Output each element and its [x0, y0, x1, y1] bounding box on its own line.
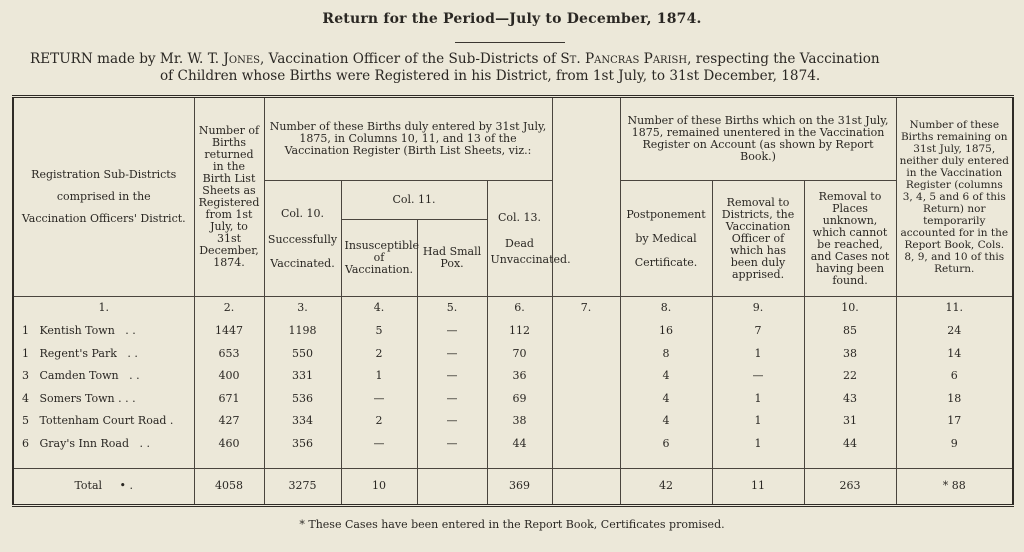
column-number: 4. [341, 296, 417, 319]
row-number: 1 [22, 323, 29, 337]
column-number: 8. [620, 296, 712, 319]
return-table [12, 95, 1014, 507]
col7-cell [552, 342, 620, 365]
removal-unknown-cell: 85 [804, 320, 896, 343]
remaining-cell: 9 [896, 433, 1013, 456]
smallpox-cell: — [417, 342, 487, 365]
leader-dots: . . [127, 346, 138, 360]
subdistrict-cell [13, 342, 194, 365]
births-cell: 427 [194, 410, 264, 433]
subdistrict-cell [13, 410, 194, 433]
entered-group-header: Number of these Births duly entered by 31st July, 1875, in Columns 10, 11, and 13 of the Vaccination Register (Birth List Sheets, viz.: [264, 97, 552, 181]
insusceptible-header: Insusceptible of Vaccination. [341, 219, 417, 296]
total-label: Total [74, 479, 103, 493]
insusceptible-cell: — [341, 387, 417, 410]
row-number: 4 [22, 391, 29, 405]
subdistricts-header-line2: comprised in the [56, 189, 151, 203]
removal-known-cell: 1 [712, 433, 804, 456]
total-removal-known-cell: 11 [712, 468, 804, 505]
total-smallpox-cell [417, 468, 487, 505]
col13-header [487, 181, 571, 296]
total-remaining-cell: * 88 [896, 468, 1013, 505]
removal-unknown-cell: 44 [804, 433, 896, 456]
subdistrict-cell [13, 433, 194, 456]
column-number: 9. [712, 296, 804, 319]
postponement-line2: by Medical [635, 231, 697, 245]
postponement-cell: 8 [620, 342, 712, 365]
dead-cell: 44 [487, 433, 552, 456]
intro-text-2: , Vaccination Officer of the Sub-Districts of [259, 51, 561, 67]
removal-unknown-header: Removal to Places unknown, which cannot be reached, and Cases not having been found. [804, 181, 896, 296]
vaccinated-cell: 536 [264, 387, 341, 410]
dead-cell: 36 [487, 365, 552, 388]
remaining-cell: 14 [896, 342, 1013, 365]
births-cell: 671 [194, 387, 264, 410]
total-postponement-cell: 42 [620, 468, 712, 505]
vaccinated-cell: 331 [264, 365, 341, 388]
insusceptible-cell: 2 [341, 410, 417, 433]
row-number: 5 [22, 414, 29, 428]
removal-known-cell: 1 [712, 410, 804, 433]
column-number: 3. [264, 296, 341, 319]
postponement-line1: Postponement [626, 207, 706, 221]
table-row [13, 320, 1013, 343]
col7-cell [552, 433, 620, 456]
postponement-line3: Certificate. [634, 255, 698, 269]
removal-unknown-cell: 31 [804, 410, 896, 433]
postponement-cell: 16 [620, 320, 712, 343]
smallpox-cell: — [417, 433, 487, 456]
column-number: 10. [804, 296, 896, 319]
col7-cell [552, 365, 620, 388]
header-row-1 [13, 97, 1013, 181]
smallpox-cell: — [417, 320, 487, 343]
total-row [13, 468, 1013, 505]
col13-label: Col. 13. [497, 210, 542, 224]
table-row [13, 410, 1013, 433]
intro-text-1: RETURN made by Mr. W. T. [30, 51, 224, 67]
births-cell: 1447 [194, 320, 264, 343]
insusceptible-cell: 2 [341, 342, 417, 365]
births-cell: 460 [194, 433, 264, 456]
intro-line-2: of Children whose Births were Registered in his District, from 1st July, to 31st December, 1874. [160, 68, 821, 84]
subdistrict-cell [13, 365, 194, 388]
column-number: 2. [194, 296, 264, 319]
col10-label: Col. 10. [280, 206, 325, 220]
births-returned-header: Number of Births returned in the Birth List Sheets as Registered from 1st July, to 31st December, 1874. [194, 97, 264, 297]
col7-header [552, 97, 620, 297]
column-number-row [13, 296, 1013, 319]
subdistrict-name: Regent's Park [39, 346, 117, 360]
col10-header [264, 181, 341, 296]
subdistrict-name: Kentish Town [39, 323, 115, 337]
vaccinated-cell: 356 [264, 433, 341, 456]
remaining-cell: 18 [896, 387, 1013, 410]
unentered-group-header: Number of these Births which on the 31st July, 1875, remained unentered in the Vaccination Register on Account (as shown by Report Book.) [620, 97, 896, 181]
column-number: 6. [487, 296, 552, 319]
removal-unknown-cell: 22 [804, 365, 896, 388]
had-smallpox-header: Had Small Pox. [417, 219, 487, 296]
births-cell: 400 [194, 365, 264, 388]
unvaccinated-label: Unvaccinated. [490, 252, 571, 266]
leader-dots: . . [139, 437, 150, 451]
row-number: 3 [22, 369, 29, 383]
subdistrict-name: Camden Town [39, 369, 119, 383]
total-removal-unknown-cell: 263 [804, 468, 896, 505]
remaining-cell: 24 [896, 320, 1013, 343]
table-row [13, 342, 1013, 365]
successfully-label: Successfully [267, 232, 338, 246]
insusceptible-cell: 1 [341, 365, 417, 388]
remaining-header: Number of these Births remaining on 31st July, 1875, neither duly entered in the Vaccination Register (columns 3, 4, 5 and 6 of this Return) nor temporarily accounted for in the Report Book, Cols. 8, 9, and 10 of this Return. [896, 97, 1013, 297]
total-dead-cell: 369 [487, 468, 552, 505]
column-number: 5. [417, 296, 487, 319]
removal-known-cell: 7 [712, 320, 804, 343]
dead-label: Dead [505, 236, 534, 250]
vaccinated-cell: 334 [264, 410, 341, 433]
subdistrict-name: Gray's Inn Road [39, 437, 129, 451]
row-number: 1 [22, 346, 29, 360]
removal-unknown-cell: 38 [804, 342, 896, 365]
subdistrict-cell [13, 320, 194, 343]
postponement-cell: 4 [620, 365, 712, 388]
removal-known-cell: — [712, 365, 804, 388]
smallpox-cell: — [417, 387, 487, 410]
postponement-header [620, 181, 712, 296]
column-number: 1. [13, 296, 194, 319]
total-label-cell [13, 468, 194, 505]
table-row [13, 387, 1013, 410]
vaccinated-cell: 550 [264, 342, 341, 365]
dead-cell: 38 [487, 410, 552, 433]
total-births-cell: 4058 [194, 468, 264, 505]
dead-cell: 70 [487, 342, 552, 365]
insusceptible-cell: — [341, 433, 417, 456]
title-rule [455, 42, 565, 43]
col11-header: Col. 11. [341, 181, 487, 219]
total-col7-cell [552, 468, 620, 505]
col7-cell [552, 387, 620, 410]
spacer-row [13, 455, 1013, 468]
dead-cell: 112 [487, 320, 552, 343]
smallpox-cell: — [417, 410, 487, 433]
leader-dots: . . [129, 369, 140, 383]
removal-unknown-cell: 43 [804, 387, 896, 410]
subdistricts-header-line3: Vaccination Officers' District. [21, 211, 186, 225]
births-cell: 653 [194, 342, 264, 365]
subdistrict-name: Tottenham Court Road [39, 414, 167, 428]
leader-dots: . . . [118, 391, 136, 405]
total-vaccinated-cell: 3275 [264, 468, 341, 505]
subdistrict-name: Somers Town [39, 391, 115, 405]
removal-known-header: Removal to Districts, the Vaccination Officer of which has been duly apprised. [712, 181, 804, 296]
officer-name: Jones [223, 51, 260, 67]
parish-name: St. Pancras Parish [560, 51, 688, 67]
intro-paragraph [30, 51, 1005, 85]
subdistricts-header [13, 97, 194, 297]
dead-cell: 69 [487, 387, 552, 410]
page-title: Return for the Period—July to December, 1874. [322, 11, 702, 27]
vaccinated-cell: 1198 [264, 320, 341, 343]
remaining-cell: 6 [896, 365, 1013, 388]
subdistricts-header-line1: Registration Sub-Districts [31, 167, 177, 181]
subdistrict-cell [13, 387, 194, 410]
intro-text-3: , respecting the Vaccination [687, 51, 880, 67]
col7-cell [552, 320, 620, 343]
insusceptible-cell: 5 [341, 320, 417, 343]
postponement-cell: 4 [620, 410, 712, 433]
remaining-cell: 17 [896, 410, 1013, 433]
vaccinated-label: Vaccinated. [270, 256, 335, 270]
col7-cell [552, 410, 620, 433]
removal-known-cell: 1 [712, 387, 804, 410]
leader-dots: . [169, 414, 174, 428]
table-row [13, 433, 1013, 456]
row-number: 6 [22, 437, 29, 451]
total-insusceptible-cell: 10 [341, 468, 417, 505]
postponement-cell: 6 [620, 433, 712, 456]
column-number: 7. [552, 296, 620, 319]
table-row [13, 365, 1013, 388]
postponement-cell: 4 [620, 387, 712, 410]
removal-known-cell: 1 [712, 342, 804, 365]
column-number: 11. [896, 296, 1013, 319]
leader-dots: • . [119, 479, 134, 493]
leader-dots: . . [125, 323, 136, 337]
footnote: * These Cases have been entered in the Report Book, Certificates promised. [299, 518, 725, 531]
smallpox-cell: — [417, 365, 487, 388]
